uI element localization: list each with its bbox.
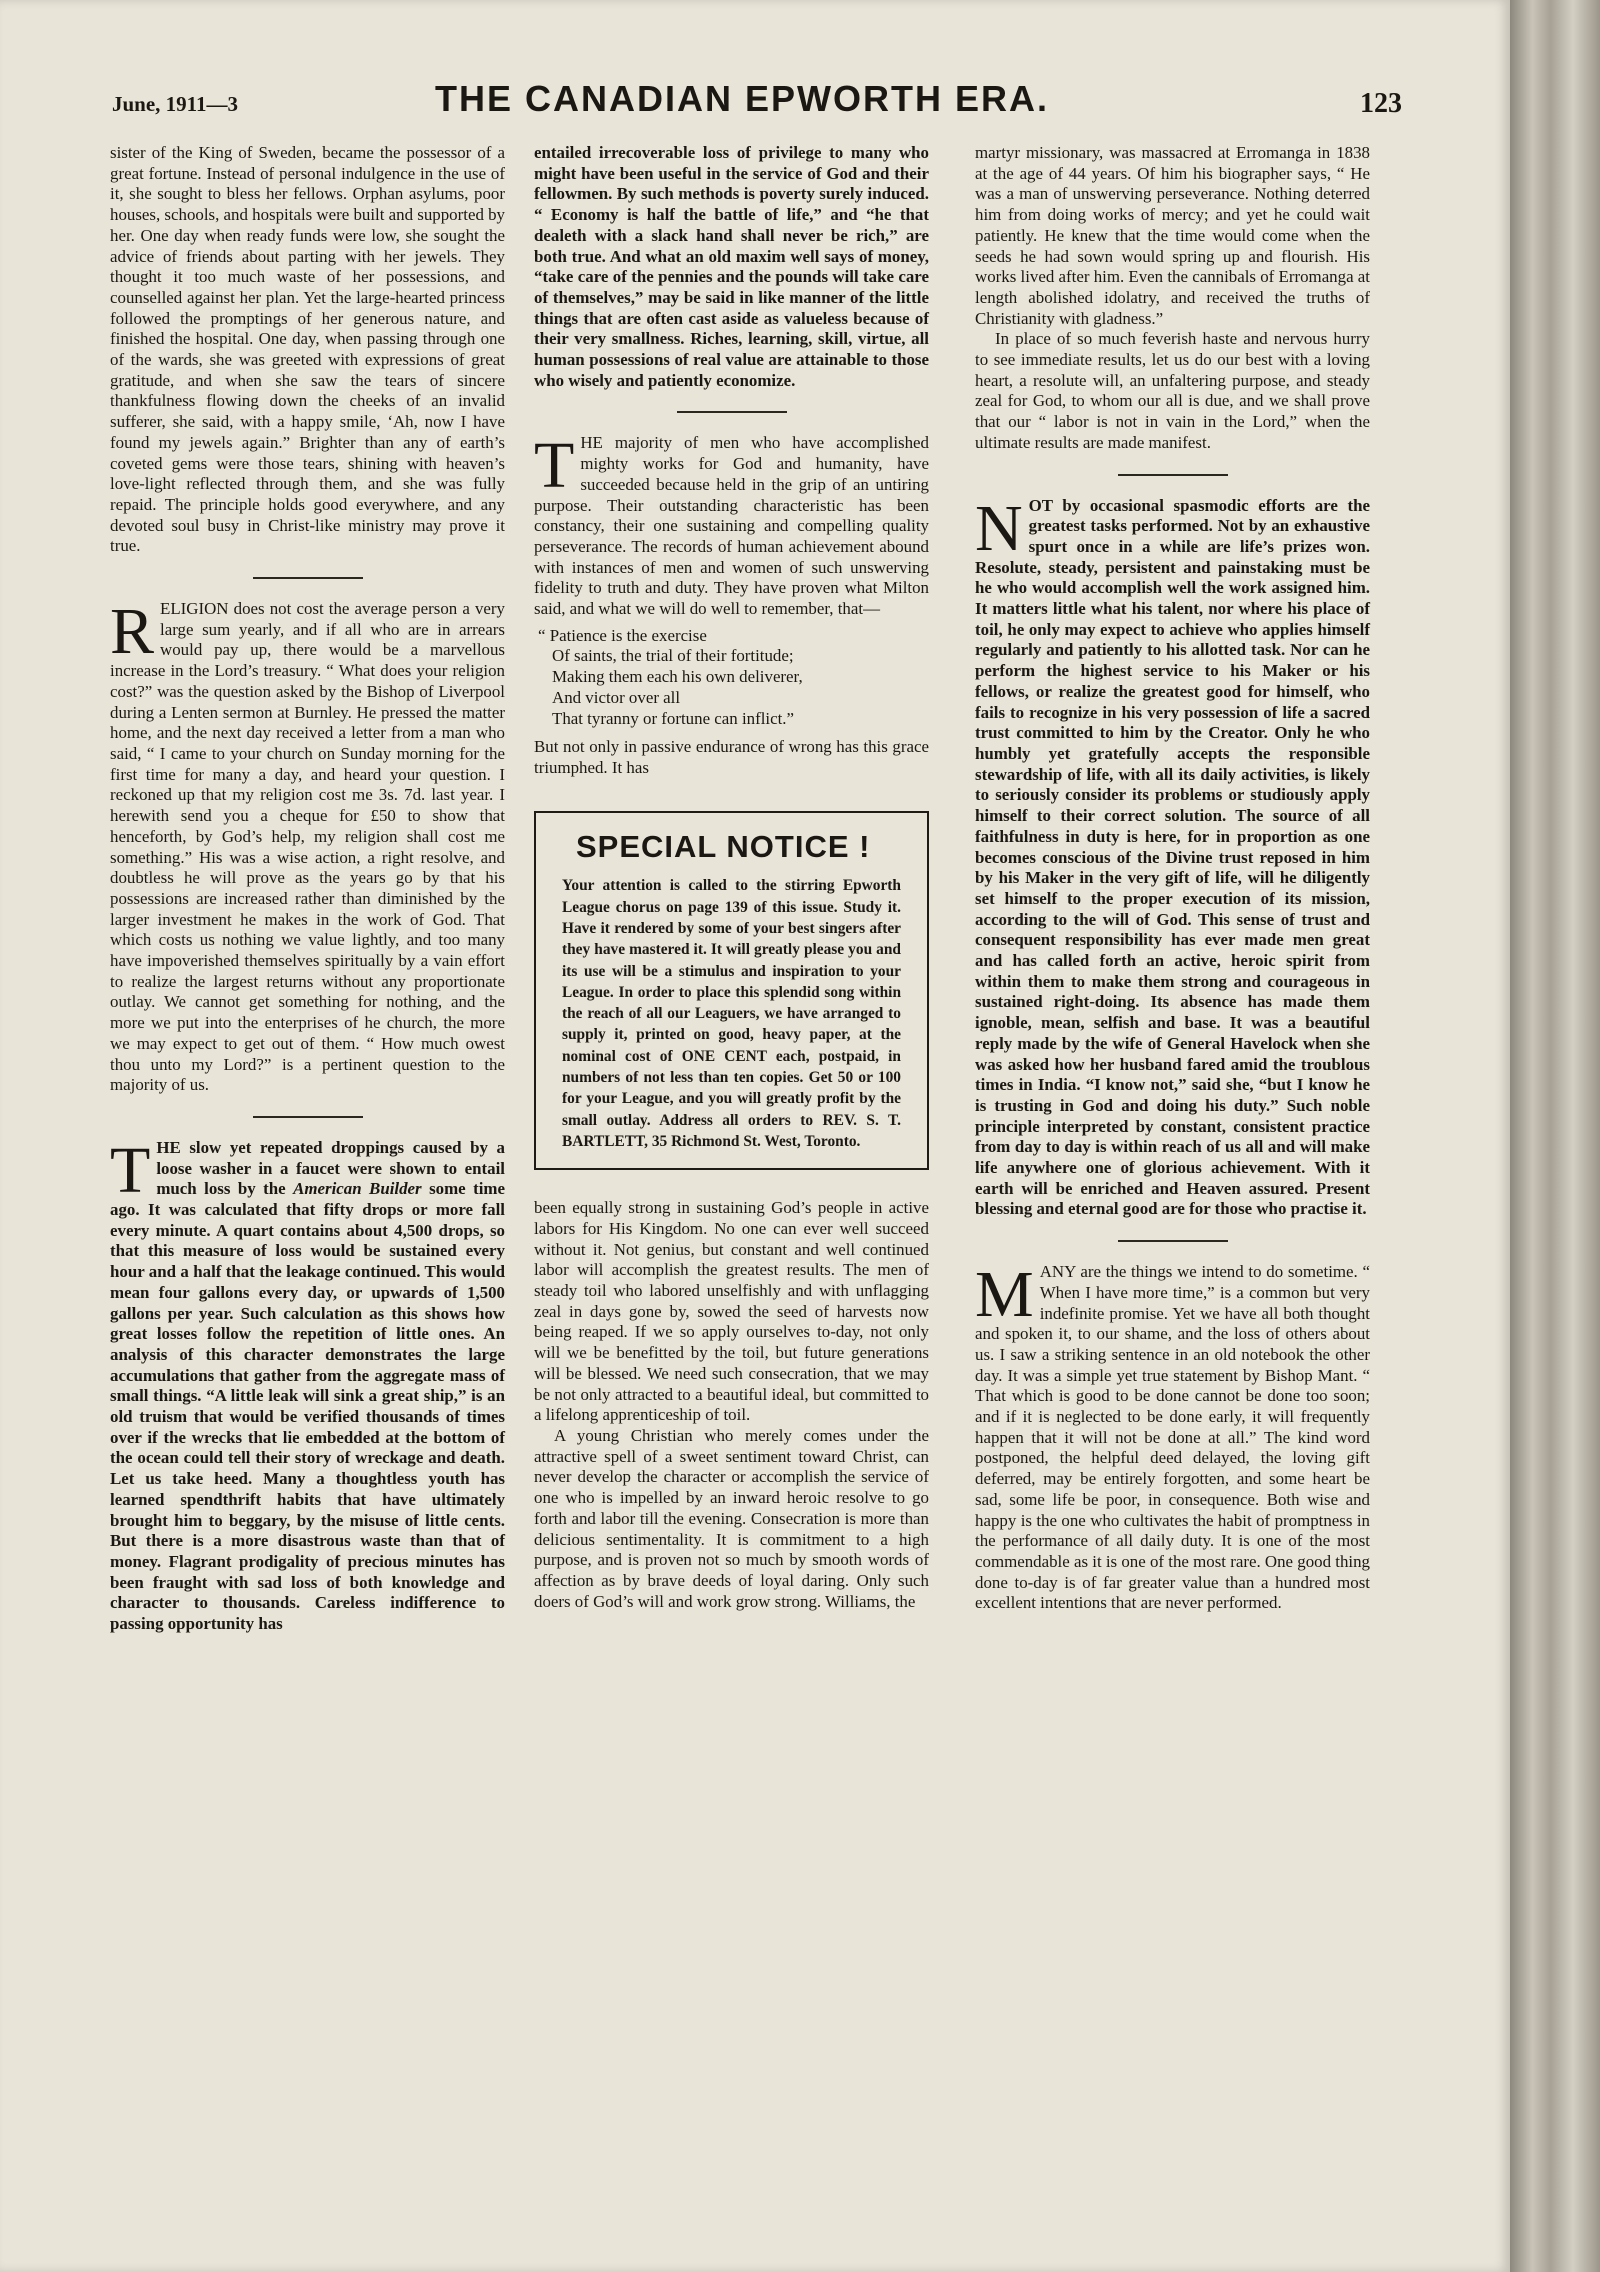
religion-cost-paragraph — [110, 595, 505, 1096]
verse-line: “ Patience is the exercise — [538, 625, 707, 645]
grace-paragraph: But not only in passive endurance of wrong has this grace triumphed. It has — [534, 737, 929, 777]
milton-verse — [534, 626, 929, 730]
drop-cap: T — [534, 429, 575, 503]
economy-paragraph: entailed irrecoverable loss of privilege to many who might have been useful in the service of God and their fellowmen. By such methods is poverty surely induced. “ Economy is half the battle of life,” and “he that dealeth with a slack hand shall never be rich,” are both true. And what an old maxim well says of money, “take care of the pennies and the pounds will take care of themselves,” may be said in like manner of the little things that are often cast aside as valueless because of their very smallness. Riches, learning, skill, virtue, all human possessions of real value are attainable to those who wisely and patiently economize. — [534, 143, 929, 390]
special-notice-body: Your attention is called to the stirring Epworth League chorus on page 139 of this issue. Study it. Have it rendered by some of your best singers after they have mastered it. It will greatly please you and its use will be a stimulus and inspiration to your League. In order to place this splendid song within the reach of all our Leaguers, we have arranged to supply it, printed on good, heavy paper, at the nominal cost of ONE CENT each, postpaid, in numbers of not less than ten copies. Get 50 or 100 for your League, and you will greatly profit by the small outlay. Address all orders to REV. S. T. BARTLETT, 35 Richmond St. West, Toronto. — [562, 877, 901, 1150]
special-notice-box — [534, 811, 929, 1171]
column-right — [975, 143, 1370, 1614]
drop-cap: T — [110, 1133, 151, 1207]
verse-line: That tyranny or fortune can inflict.” — [552, 708, 795, 728]
section-divider — [677, 411, 787, 413]
leaky-faucet-text-b: some time ago. It was calculated that fifty drops or more fall every minute. A quart contains about 4,500 drops, so that this measure of loss would be sustained every hour and a half that the leakage continued. This would mean four gallons every day, or upwards of 1,500 gallons per year. Such calculation as this shows how great losses follow the repetition of little ones. An analysis of this character demonstrates the large accumulations that gather from the aggregate mass of small things. “A little leak will sink a great ship,” is an old truism that would be verified thousands of times over if the wrecks that lie embedded at the bottom of the ocean could tell their story of wreckage and death. Let us take heed. Many a thoughtless youth has learned spendthrift habits that have ultimately brought him to beggary, by the misuse of little cents. But there is a more disastrous waste than that of money. Flagrant prodigality of precious minutes has been fraught with sad loss of both knowledge and character to thousands. Careless indifference to passing opportunity has — [110, 1179, 505, 1634]
perseverance-text: HE majority of men who have accomplished mighty works for God and humanity, have succeeded because held in the grip of an untiring purpose. Their outstanding characteristic has been constancy, their one sustaining and compelling quality perseverance. The records of human achievement abound with instances of men and women of such unswerving fidelity to truth and duty. They have proven what Milton said, and what we will do well to remember, that— — [534, 433, 929, 619]
princess-paragraph: sister of the King of Sweden, became the possessor of a great fortune. Instead of personal indulgence in the use of it, she sought to bless her fellows. Orphan asylums, poor houses, schools, and hospitals were built and supported by her. One day when ready funds were low, she sought the advice of friends about parting with her jewels. They thought it too much waste of her possessions, and counselled against her plan. Yet the large-hearted princess followed the promptings of her generous nature, and finished the hospital. One day, when passing through one of the wards, she was greeted with expressions of great gratitude, and when she saw the tears of sincere thankfulness flowing down the cheeks of an invalid sufferer, she said, with a happy smile, ‘Ah, now I have found my jewels again.” Brighter than any of earth’s coveted gems were those tears, shining with heaven’s love-light reflected through them, and she was fully repaid. The principle holds good everywhere, and any devoted soul busy in Christ-like ministry may prove it true. — [110, 143, 505, 556]
perseverance-paragraph — [534, 429, 929, 619]
drop-cap: R — [110, 595, 155, 669]
leaky-faucet-paragraph — [110, 1133, 505, 1635]
running-header — [112, 78, 1402, 128]
book-spine — [1510, 0, 1600, 2272]
leaky-faucet-text-a: HE slow yet repeated droppings caused by a loose washer in a faucet were shown to entail much loss by the — [156, 1137, 505, 1199]
many-things-paragraph — [975, 1258, 1370, 1614]
religion-cost-text: ELIGION does not cost the average person a very large sum yearly, and if all who are in arrears would pay up, there would be a marvellous increase in the Lord’s treasury. “ What does your religion cost?” was the question asked by the Bishop of Liverpool during a Lenten sermon at Burnley. He pressed the matter home, and the next day received a letter from a man who said, “ I came to your church on Sunday morning for the first time for many a day, and heard your question. I reckoned up that my religion cost me 3s. 7d. last year. I herewith send you a cheque for £50 to show that henceforth, by God’s help, my religion shall cost me something.” His was a wise action, a right resolve, and doubtless he will prove as the years go by that his possessions are increased rather than diminished by the larger investment he makes in the work of God. That which costs us nothing we value lightly, and too many have impoverished themselves spiritually by a vain effort to realize the largest returns without any proportionate outlay. We cannot get something for nothing, and the more we put into the enterprises of he church, the more we may expect to get out of them. “ How much owest thou unto my Lord?” is a pertinent question to the majority of us. — [110, 599, 505, 1095]
section-divider — [1118, 1240, 1228, 1242]
magazine-title: THE CANADIAN EPWORTH ERA. — [435, 78, 1049, 119]
section-divider — [253, 577, 363, 579]
drop-cap: M — [975, 1258, 1034, 1332]
special-notice-title: SPECIAL NOTICE ! — [576, 828, 871, 864]
young-christian-paragraph: A young Christian who merely comes under the attractive spell of a sweet sentiment toward Christ, can never develop the character or accomplish the service of one who is impelled by an inward heroic resolve to go forth and labor till the evening. Consecration is more than delicious sentimentality. It is commitment to a high purpose, and is proven not so much by smooth words of affection as by brave deeds of loyal daring. Only such doers of God’s will and work grow strong. Williams, the — [534, 1425, 929, 1611]
williams-paragraph: martyr missionary, was massacred at Erromanga in 1838 at the age of 44 years. Of him his biographer says, “ He was a man of unswerving perseverance. Nothing deterred him from doing works of mercy; and yet he could wait patiently. He knew that the time would come when the seeds he had sown would spring up and flourish. His works lived after him. Even the cannibals of Erromanga at length abolished idolatry, and received the truths of Christianity with gladness.” — [975, 143, 1370, 328]
feverish-haste-paragraph: In place of so much feverish haste and nervous hurry to see immediate results, let us do our best with a loving heart, a resolute will, an unfaltering purpose, and steady zeal for God, to whom our all is due, and we shall prove that our “ labor is not in vain in the Lord,” when the ultimate results are made manifest. — [975, 329, 1370, 452]
column-middle — [534, 143, 929, 1612]
continued-paragraph: been equally strong in sustaining God’s people in active labors for His Kingdom. No one can ever well succeed without it. Not genius, but constant and well continued labor will accomplish the greatest results. The men of steady toil who labored unselfishly and with unflagging zeal in days gone by, sowed the seed of harvests now being reaped. If we so apply ourselves to-day, not only will we be benefitted by the toil, but future generations will be blessed. We need such consecration, that we may be not only attracted to a beautiful ideal, but committed to a lifelong apprenticeship of toil. — [534, 1198, 929, 1425]
page-number: 123 — [1360, 88, 1402, 119]
many-things-text: ANY are the things we intend to do sometime. “ When I have more time,” is a common but very indefinite promise. Yet we have all both thought and spoken it, to our shame, and the loss of others about us. I saw a striking sentence in an old notebook the other day. It was a simple yet true statement by Bishop Mant. “ That which is good to be done cannot be done too soon; and if it is neglected to be done early, it will frequently happen that it will not be done at all.” The kind word postponed, the helpful deed delayed, the loving gift deferred, may be entirely forgotten, and some heart be sad, some life be poor, in consequence. Both wise and happy is the one who cultivates the habit of promptness in the performance of all daily duty. It is one of the most commendable as it is one of the most rare. One good thing done to-day is of far greater value than a hundred most excellent intentions that are never performed. — [975, 1262, 1370, 1613]
spasmodic-efforts-text: OT by occasional spasmodic efforts are the greatest tasks performed. Not by an exhaustive spurt once in a while are life’s prizes won. Resolute, steady, persistent and painstaking must be he who would accomplish well the work assigned him. It matters little what his talent, nor where his place of toil, he only may expect to achieve who applies himself regularly and patiently to his allotted task. Nor can he perform the highest service to his Maker or his fellows, or realize the greatest good for himself, who fails to recognize in his very possession of life a sacred trust committed to him by the Creator. Only he who humbly yet gratefully accepts the responsible stewardship of life, with all its daily activities, is likely to seriously consider its problems or studiously apply himself to their correct solution. The source of all faithfulness in duty is here, for in proportion as one becomes conscious of the Divine trust reposed in him by his Maker in the very gift of life, will he diligently set himself to the proper execution of its mission, according to the will of God. This sense of trust and consequent responsibility has ever made men great and has called forth an active, heroic spirit from within them to make them strong and courageous in sustained right-doing. Its absence has made them ignoble, mean, selfish and base. It was a beautiful reply made by the wife of General Havelock when she was asked how her husband fared amid the troublous times in India. “I know not,” said she, “but I know he is trusting in God and doing his duty.” Such noble principle interpreted by constant, consistent practice from day to day is within reach of us all and will make life anywhere one of glorious achievement. With it earth will be enriched and Heaven assured. Present blessing and eternal good are for those who practise it. — [975, 495, 1370, 1219]
verse-line: Making them each his own deliverer, — [552, 667, 803, 687]
verse-line: And victor over all — [552, 687, 681, 707]
american-builder-title: American Builder — [293, 1179, 422, 1199]
section-divider — [253, 1116, 363, 1118]
issue-date: June, 1911—3 — [112, 92, 239, 116]
verse-line: Of saints, the trial of their fortitude; — [552, 646, 794, 666]
drop-cap: N — [975, 491, 1023, 565]
spasmodic-efforts-paragraph — [975, 491, 1370, 1221]
section-divider — [1118, 474, 1228, 476]
column-left — [110, 143, 505, 1635]
